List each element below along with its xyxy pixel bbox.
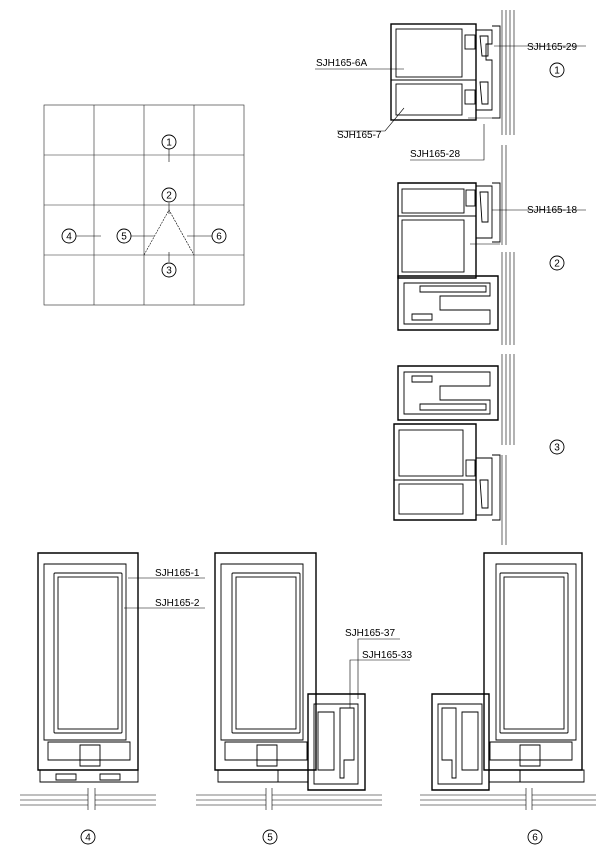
pressure-plate xyxy=(476,30,492,110)
marker-1 xyxy=(162,135,176,149)
detail-3-marker xyxy=(550,440,564,454)
glazing-pocket-inner xyxy=(504,577,564,729)
sash-frame xyxy=(398,276,498,330)
gasket xyxy=(466,460,475,476)
clip xyxy=(480,480,488,508)
label-sjh165-1: SJH165-1 xyxy=(155,568,200,579)
detail-6-number: 6 xyxy=(532,832,538,844)
glazing-pocket-inner xyxy=(236,577,296,729)
gasket xyxy=(465,35,475,49)
pressure-plate xyxy=(40,770,138,782)
profile-hollow xyxy=(396,84,462,115)
profile-hollow xyxy=(399,430,463,476)
vent-connector xyxy=(489,770,520,782)
profile-frame xyxy=(391,24,476,120)
label-sjh165-37: SJH165-37 xyxy=(345,628,396,639)
pressure-plate xyxy=(476,458,492,515)
gasket xyxy=(465,90,475,104)
marker-3-label: 3 xyxy=(166,265,172,277)
detail-2 xyxy=(398,145,586,345)
cover-cap xyxy=(492,455,500,520)
marker-1-label: 1 xyxy=(166,137,172,149)
clip xyxy=(480,82,488,104)
marker-2-label: 2 xyxy=(166,190,172,202)
profile-frame xyxy=(394,424,476,520)
cover-cap xyxy=(492,183,500,242)
marker-5-label: 5 xyxy=(121,231,127,243)
glass-pane xyxy=(196,795,382,805)
marker-3 xyxy=(162,263,176,277)
sash-hollow xyxy=(404,372,490,414)
marker-4-label: 4 xyxy=(66,231,72,243)
mullion-inner xyxy=(221,564,303,740)
pressure-plate xyxy=(476,186,492,238)
clip xyxy=(480,36,488,56)
marker-6 xyxy=(212,229,226,243)
detail-1-number: 1 xyxy=(554,65,560,77)
detail-1 xyxy=(315,10,586,160)
profile-hollow xyxy=(402,189,464,213)
sash-chamber xyxy=(412,376,432,382)
vent-sash-chamber xyxy=(442,708,456,778)
vent-connector xyxy=(278,770,308,782)
key-plan xyxy=(44,105,244,305)
gasket xyxy=(56,774,76,780)
marker-6-label: 6 xyxy=(216,231,222,243)
profile-hollow xyxy=(399,484,463,514)
vent-sash-chamber xyxy=(318,712,334,770)
vent-sash-inner xyxy=(314,704,358,784)
label-sjh165-29: SJH165-29 xyxy=(527,42,578,53)
vent-sash-chamber xyxy=(340,708,354,778)
glass-pane xyxy=(502,354,514,545)
mullion-inner xyxy=(44,564,126,740)
marker-4 xyxy=(62,229,76,243)
glazing-pocket-inner xyxy=(58,577,118,729)
label-sjh165-7: SJH165-7 xyxy=(337,130,382,141)
connector xyxy=(80,745,100,766)
sash-chamber xyxy=(420,286,486,292)
detail-4-marker xyxy=(81,830,95,844)
glazing-pocket xyxy=(54,573,122,733)
opening-indicator xyxy=(144,210,194,255)
marker-5 xyxy=(117,229,131,243)
glazing-pocket xyxy=(500,573,568,733)
label-sjh165-28: SJH165-28 xyxy=(410,149,461,160)
detail-3-number: 3 xyxy=(554,442,560,454)
detail-3 xyxy=(394,354,564,545)
detail-4-number: 4 xyxy=(85,832,91,844)
detail-5-marker xyxy=(263,830,277,844)
gasket xyxy=(100,774,120,780)
pressure-plate xyxy=(520,770,584,782)
detail-5-number: 5 xyxy=(267,832,273,844)
profile-hollow xyxy=(396,29,462,77)
detail-6-marker xyxy=(528,830,542,844)
leader-line xyxy=(350,660,410,708)
sash-chamber xyxy=(412,314,432,320)
detail-6 xyxy=(420,553,596,844)
glass-pane xyxy=(420,795,596,805)
glass-pane xyxy=(502,10,514,135)
detail-2-number: 2 xyxy=(554,258,560,270)
mullion-frame xyxy=(215,553,316,770)
vent-sash-frame xyxy=(432,694,489,790)
vent-sash-inner xyxy=(438,704,482,784)
detail-2-marker xyxy=(550,256,564,270)
cover-cap xyxy=(492,26,500,118)
marker-2 xyxy=(162,188,176,202)
pressure-plate xyxy=(218,770,278,782)
sash-chamber xyxy=(420,404,486,410)
detail-1-marker xyxy=(550,63,564,77)
detail-4 xyxy=(20,553,205,844)
sash-frame xyxy=(398,366,498,420)
mullion-frame xyxy=(38,553,138,770)
label-sjh165-33: SJH165-33 xyxy=(362,650,413,661)
mullion-frame xyxy=(484,553,582,770)
glass-pane xyxy=(502,145,514,345)
label-sjh165-2: SJH165-2 xyxy=(155,598,200,609)
label-sjh165-6a: SJH165-6A xyxy=(316,58,368,69)
glazing-pocket xyxy=(232,573,300,733)
clip xyxy=(480,192,488,222)
detail-5 xyxy=(196,553,412,844)
leader-line xyxy=(358,639,400,699)
profile-hollow xyxy=(402,220,464,272)
vent-sash-chamber xyxy=(462,712,478,770)
gasket xyxy=(466,190,475,206)
connector xyxy=(520,745,540,766)
sash-hollow xyxy=(404,283,490,324)
connector xyxy=(257,745,277,766)
label-sjh165-18: SJH165-18 xyxy=(527,205,578,216)
